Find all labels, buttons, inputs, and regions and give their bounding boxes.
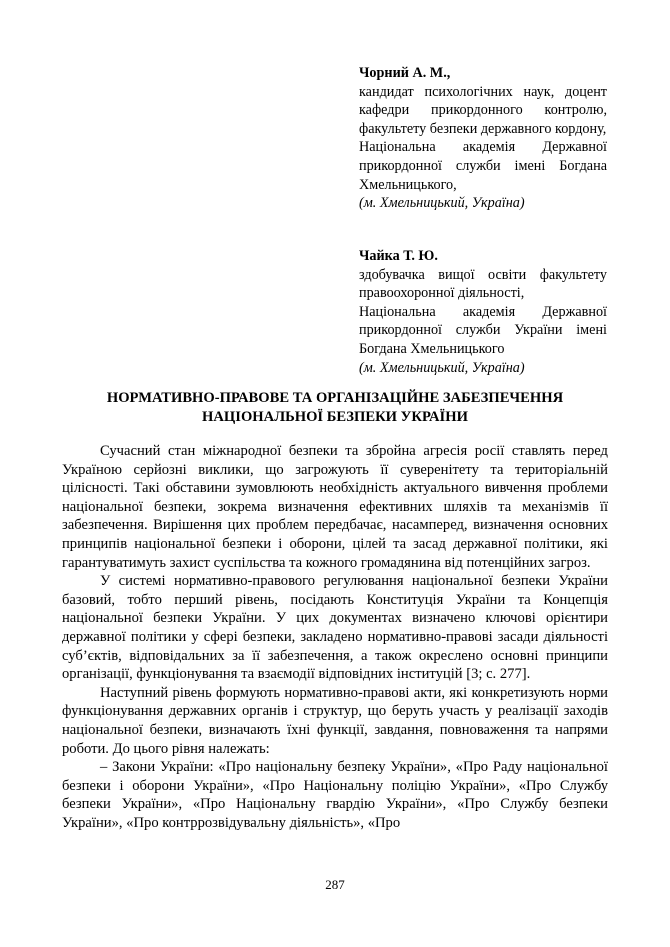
article-title: НОРМАТИВНО-ПРАВОВЕ ТА ОРГАНІЗАЦІЙНЕ ЗАБЕЗПЕЧЕННЯ НАЦІОНАЛЬНОЇ БЕЗПЕКИ УКРАЇНИ <box>106 390 564 425</box>
body-paragraph: Сучасний стан міжнародної безпеки та збройна агресія росії ставлять перед Україною серйозні виклики, що загрожують її суверенітету та територіальній цілісності. Такі обставини зумовлюють необхідність актуального вивчення проблеми національної безпеки, зокрема визначення ефективних шляхів та механізмів її забезпечення. Вирішення цих проблем передбачає, насамперед, визначення основних принципів національної безпеки і оборони, цілей та засад державної політики, які гарантуватимуть захист суспільства та кожного громадянина від потенційних загроз. <box>62 443 608 571</box>
author-affiliation-line: кандидат психологічних наук, доцент кафедри прикордонного контролю, факультету безпеки державного кордону, <box>359 83 607 137</box>
author-block-1 <box>359 64 607 213</box>
author-name: Чорний А. М., <box>359 65 451 81</box>
author-name: Чайка Т. Ю. <box>359 248 438 264</box>
author-location: (м. Хмельницький, Україна) <box>359 195 525 212</box>
page-number: 287 <box>325 877 345 892</box>
author-affiliation-line: Національна академія Державної прикордонної служби України імені Богдана Хмельницького <box>359 303 607 357</box>
author-block-2 <box>359 247 607 377</box>
body-paragraph: У системі нормативно-правового регулювання національної безпеки України базовий, тобто перший рівень, посідають Конституція України та Концепція національної безпеки України. У цих документах визначено ключові орієнтири державної політики у сфері безпеки, закладено нормативно-правові засади діяльності суб’єктів, відповідальних за її забезпечення, а також окреслено основні принципи організації, функціонування та взаємодії відповідних інституцій [3; с. 277]. <box>62 573 608 683</box>
body-paragraph: Наступний рівень формують нормативно-правові акти, які конкретизують норми функціонування державних органів і структур, що беруть участь у реалізації заходів національної безпеки, визначають їхні функції, завдання, повноваження та напрями роботи. До цього рівня належать: <box>62 684 608 757</box>
author-location: (м. Хмельницький, Україна) <box>359 359 525 376</box>
article-body <box>62 442 608 832</box>
author-affiliation-line: Національна академія Державної прикордонної служби імені Богдана Хмельницького, <box>359 139 607 193</box>
author-affiliation-line: здобувачка вищої освіти факультету правоохоронної діяльності, <box>359 266 607 302</box>
body-list-item: – Закони України: «Про національну безпеку України», «Про Раду національної безпеки і оборони України», «Про Національну поліцію України», «Про Службу безпеки України», «Про Національну гвардію України», «Про Службу безпеки України», «Про контррозвідувальну діяльність», «Про <box>62 759 608 831</box>
